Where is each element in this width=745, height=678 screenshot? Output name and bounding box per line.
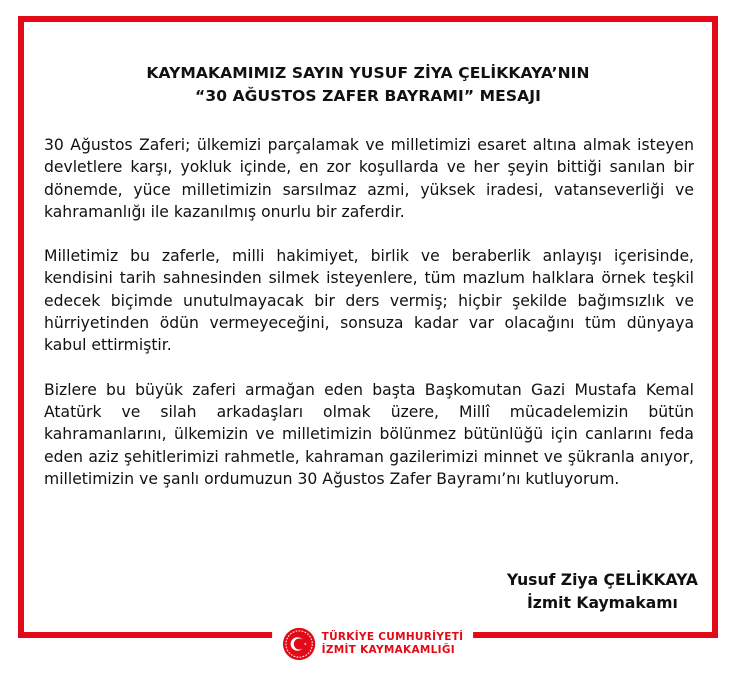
signature-block: [507, 569, 698, 615]
logo-line-2: İZMİT KAYMAKAMLIĞI: [321, 644, 455, 656]
logo-line-1: TÜRKİYE CUMHURİYETİ: [321, 631, 464, 643]
institution-logo: [272, 619, 474, 669]
message-frame: [18, 16, 718, 638]
signature-role: İzmit Kaymakamı: [527, 594, 678, 612]
title-line-2: “30 AĞUSTOS ZAFER BAYRAMI” MESAJI: [195, 87, 541, 105]
message-title: [24, 62, 712, 108]
paragraph-2: Milletimiz bu zaferle, milli hakimiyet, birlik ve beraberlik anlayışı içerisinde, kendisini tarih sahnesinden silmek isteyenlere, tüm mazlum halklara örnek teşkil edecek biçimde unutulmayacak bir ders vermiş; hiçbir şekilde bağımsızlık ve hürriyetinden ödün vermeyeceğini, sonsuza kadar var olacağını tüm dünyaya kabul ettirmiştir.: [44, 247, 694, 355]
paragraph-3: Bizlere bu büyük zaferi armağan eden başta Başkomutan Gazi Mustafa Kemal Atatürk ve silah arkadaşları olmak üzere, Millî mücadelemizin bütün kahramanlarını, ülkemizin ve milletimizin bölünmez bütünlüğü için canlarını feda eden aziz şehitlerimizi rahmetle, kahraman gazilerimizi minnet ve şükranla anıyor, milletimizin ve şanlı ordumuzun 30 Ağustos Zafer Bayramı’nı kutluyorum.: [44, 380, 694, 488]
message-body: [44, 134, 694, 512]
paragraph-1: 30 Ağustos Zaferi; ülkemizi parçalamak ve milletimizi esaret altına almak isteyen devletlere karşı, yokluk içinde, en zor koşullarda ve her şeyin bittiği sanılan bir dönemde, yüce milletimizin sarsılmaz azmi, yüksek iradesi, vatanseverliği ve kahramanlığı ile kazanılmış onurlu bir zaferdir.: [44, 136, 694, 221]
signature-name: Yusuf Ziya ÇELİKKAYA: [506, 571, 698, 589]
logo-text: [322, 631, 464, 657]
title-line-1: KAYMAKAMIMIZ SAYIN YUSUF ZİYA ÇELİKKAYA’NIN: [146, 64, 590, 82]
turkish-state-emblem-icon: [282, 627, 316, 661]
